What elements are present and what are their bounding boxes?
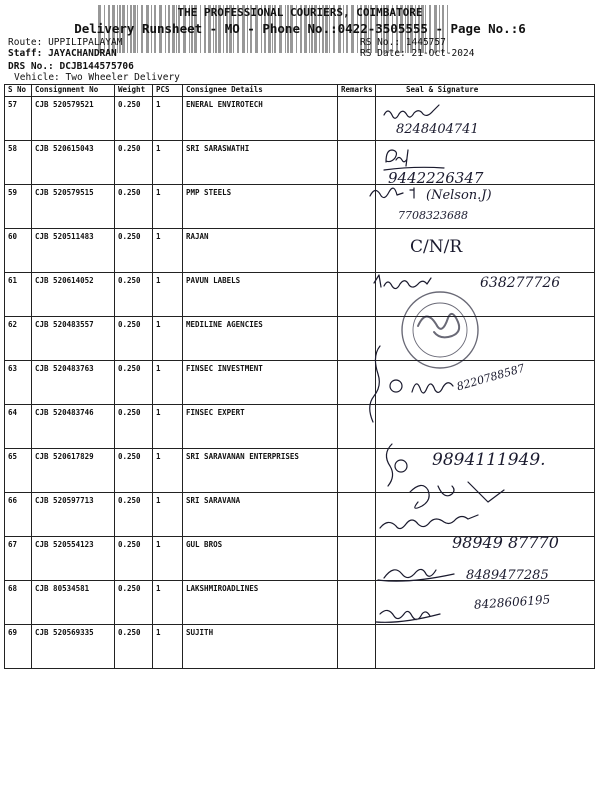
col-header-sno: S No [5,85,32,97]
weight-cell: 0.250 [115,537,153,581]
consignment-cell: CJB 520579515 [32,185,115,229]
consignee-cell: FINSEC EXPERT [183,405,338,449]
signature-cell [376,185,595,229]
sno-cell: 63 [5,361,32,405]
rs-no-value: 1445757 [405,37,446,48]
sno-cell: 68 [5,581,32,625]
handwritten-phone: 8248404741 [396,122,479,137]
table-row [5,537,595,581]
table-row [5,273,595,317]
sno-cell: 57 [5,97,32,141]
remarks-cell [338,493,376,537]
remarks-cell [338,449,376,493]
handwritten-phone: 8220788587 [455,361,527,394]
pcs-cell: 1 [153,141,183,185]
pcs-cell: 1 [153,97,183,141]
vehicle-label: Vehicle: [14,72,60,83]
signature-cell [376,537,595,581]
consignment-cell: CJB 520483763 [32,361,115,405]
handwritten-phone: 8428606195 [473,592,551,612]
weight-cell: 0.250 [115,185,153,229]
signature-cell [376,625,595,669]
consignment-cell: CJB 520483557 [32,317,115,361]
pcs-cell: 1 [153,185,183,229]
route-line [8,37,122,48]
consignee-cell: SRI SARAVANA [183,493,338,537]
consignment-cell: CJB 520511483 [32,229,115,273]
staff-value: JAYACHANDRAN [48,48,117,59]
consignment-cell: CJB 520597713 [32,493,115,537]
consignee-cell: SRI SARAVANAN ENTERPRISES [183,449,338,493]
pcs-cell: 1 [153,361,183,405]
drs-label: DRS No.: [8,61,54,72]
handwritten-phone: 98949 87770 [452,533,559,552]
weight-cell: 0.250 [115,273,153,317]
col-header-remarks: Remarks [338,85,376,97]
sno-cell: 60 [5,229,32,273]
consignee-cell: SRI SARASWATHI [183,141,338,185]
handwritten-phone: 9894111949. [432,450,546,470]
staff-line [8,48,117,59]
handwritten-remark: C/N/R [410,237,463,257]
remarks-cell [338,361,376,405]
consignee-cell: FINSEC INVESTMENT [183,361,338,405]
remarks-cell [338,97,376,141]
table-row [5,449,595,493]
rs-date-line [360,48,474,59]
vehicle-line [14,72,180,83]
remarks-cell [338,141,376,185]
signature-cell [376,405,595,449]
pcs-cell: 1 [153,317,183,361]
remarks-cell [338,581,376,625]
consignment-cell: CJB 520615043 [32,141,115,185]
weight-cell: 0.250 [115,625,153,669]
col-header-pcs: PCS [153,85,183,97]
signature-cell [376,581,595,625]
consignee-cell: ENERAL ENVIROTECH [183,97,338,141]
remarks-cell [338,317,376,361]
signature-cell [376,273,595,317]
consignment-cell: CJB 520554123 [32,537,115,581]
remarks-cell [338,229,376,273]
remarks-cell [338,405,376,449]
remarks-cell [338,185,376,229]
pcs-cell: 1 [153,537,183,581]
staff-label: Staff: [8,48,43,59]
consignee-cell: MEDILINE AGENCIES [183,317,338,361]
handwritten-phone: 638277726 [480,275,561,291]
signature-cell [376,493,595,537]
pcs-cell: 1 [153,273,183,317]
consignee-cell: GUL BROS [183,537,338,581]
table-row [5,625,595,669]
weight-cell: 0.250 [115,361,153,405]
weight-cell: 0.250 [115,317,153,361]
handwritten-phone: 8489477285 [466,568,549,583]
table-row [5,185,595,229]
table-row [5,317,595,361]
signature-cell [376,361,595,405]
col-header-consignee: Consignee Details [183,85,338,97]
rs-no-line [360,37,446,48]
weight-cell: 0.250 [115,141,153,185]
signature-cell [376,97,595,141]
rs-date-label: RS Date: [360,48,406,59]
weight-cell: 0.250 [115,405,153,449]
col-header-signature: Seal & Signature [376,85,595,97]
pcs-cell: 1 [153,493,183,537]
handwritten-name: (Nelson.J) [426,188,492,203]
handwritten-phone: 7708323688 [398,209,468,222]
table-row [5,97,595,141]
sno-cell: 66 [5,493,32,537]
table-row [5,361,595,405]
pcs-cell: 1 [153,449,183,493]
consignment-cell: CJB 520614052 [32,273,115,317]
table-row [5,141,595,185]
consignee-cell: PMP STEELS [183,185,338,229]
remarks-cell [338,273,376,317]
drs-value: DCJB144575706 [59,61,134,72]
remarks-cell [338,625,376,669]
sno-cell: 61 [5,273,32,317]
table-header-row [5,85,595,97]
runsheet-subtitle: Delivery Runsheet - MO - Phone No.:0422-3505555 - Page No.:6 [74,21,526,36]
sno-cell: 59 [5,185,32,229]
handwritten-phone: 9442226347 [388,169,484,187]
table-row [5,405,595,449]
consignee-cell: PAVUN LABELS [183,273,338,317]
col-header-weight: Weight [115,85,153,97]
consignment-cell: CJB 520569335 [32,625,115,669]
sno-cell: 69 [5,625,32,669]
signature-cell [376,141,595,185]
weight-cell: 0.250 [115,493,153,537]
weight-cell: 0.250 [115,229,153,273]
rs-date-value: 21-Oct-2024 [411,48,475,59]
pcs-cell: 1 [153,229,183,273]
table-row [5,493,595,537]
weight-cell: 0.250 [115,581,153,625]
pcs-cell: 1 [153,625,183,669]
consignee-cell: RAJAN [183,229,338,273]
route-label: Route: [8,37,43,48]
weight-cell: 0.250 [115,449,153,493]
company-title: THE PROFESSIONAL COURIERS, COIMBATORE [177,6,423,19]
pcs-cell: 1 [153,581,183,625]
rs-no-label: RS No.: [360,37,401,48]
signature-cell [376,449,595,493]
signature-cell [376,229,595,273]
vehicle-value: Two Wheeler Delivery [65,72,180,83]
table-row [5,229,595,273]
sno-cell: 58 [5,141,32,185]
consignment-cell: CJB 520579521 [32,97,115,141]
sno-cell: 64 [5,405,32,449]
sno-cell: 62 [5,317,32,361]
runsheet-table [4,84,595,669]
remarks-cell [338,537,376,581]
pcs-cell: 1 [153,405,183,449]
consignee-cell: LAKSHMIROADLINES [183,581,338,625]
sno-cell: 65 [5,449,32,493]
consignment-cell: CJB 520483746 [32,405,115,449]
col-header-consignment: Consignment No [32,85,115,97]
sno-cell: 67 [5,537,32,581]
route-value: UPPILIPALAYAM [48,37,123,48]
consignment-cell: CJB 520617829 [32,449,115,493]
table-row [5,581,595,625]
weight-cell: 0.250 [115,97,153,141]
consignee-cell: SUJITH [183,625,338,669]
signature-cell [376,317,595,361]
consignment-cell: CJB 80534581 [32,581,115,625]
drs-line [8,61,134,72]
